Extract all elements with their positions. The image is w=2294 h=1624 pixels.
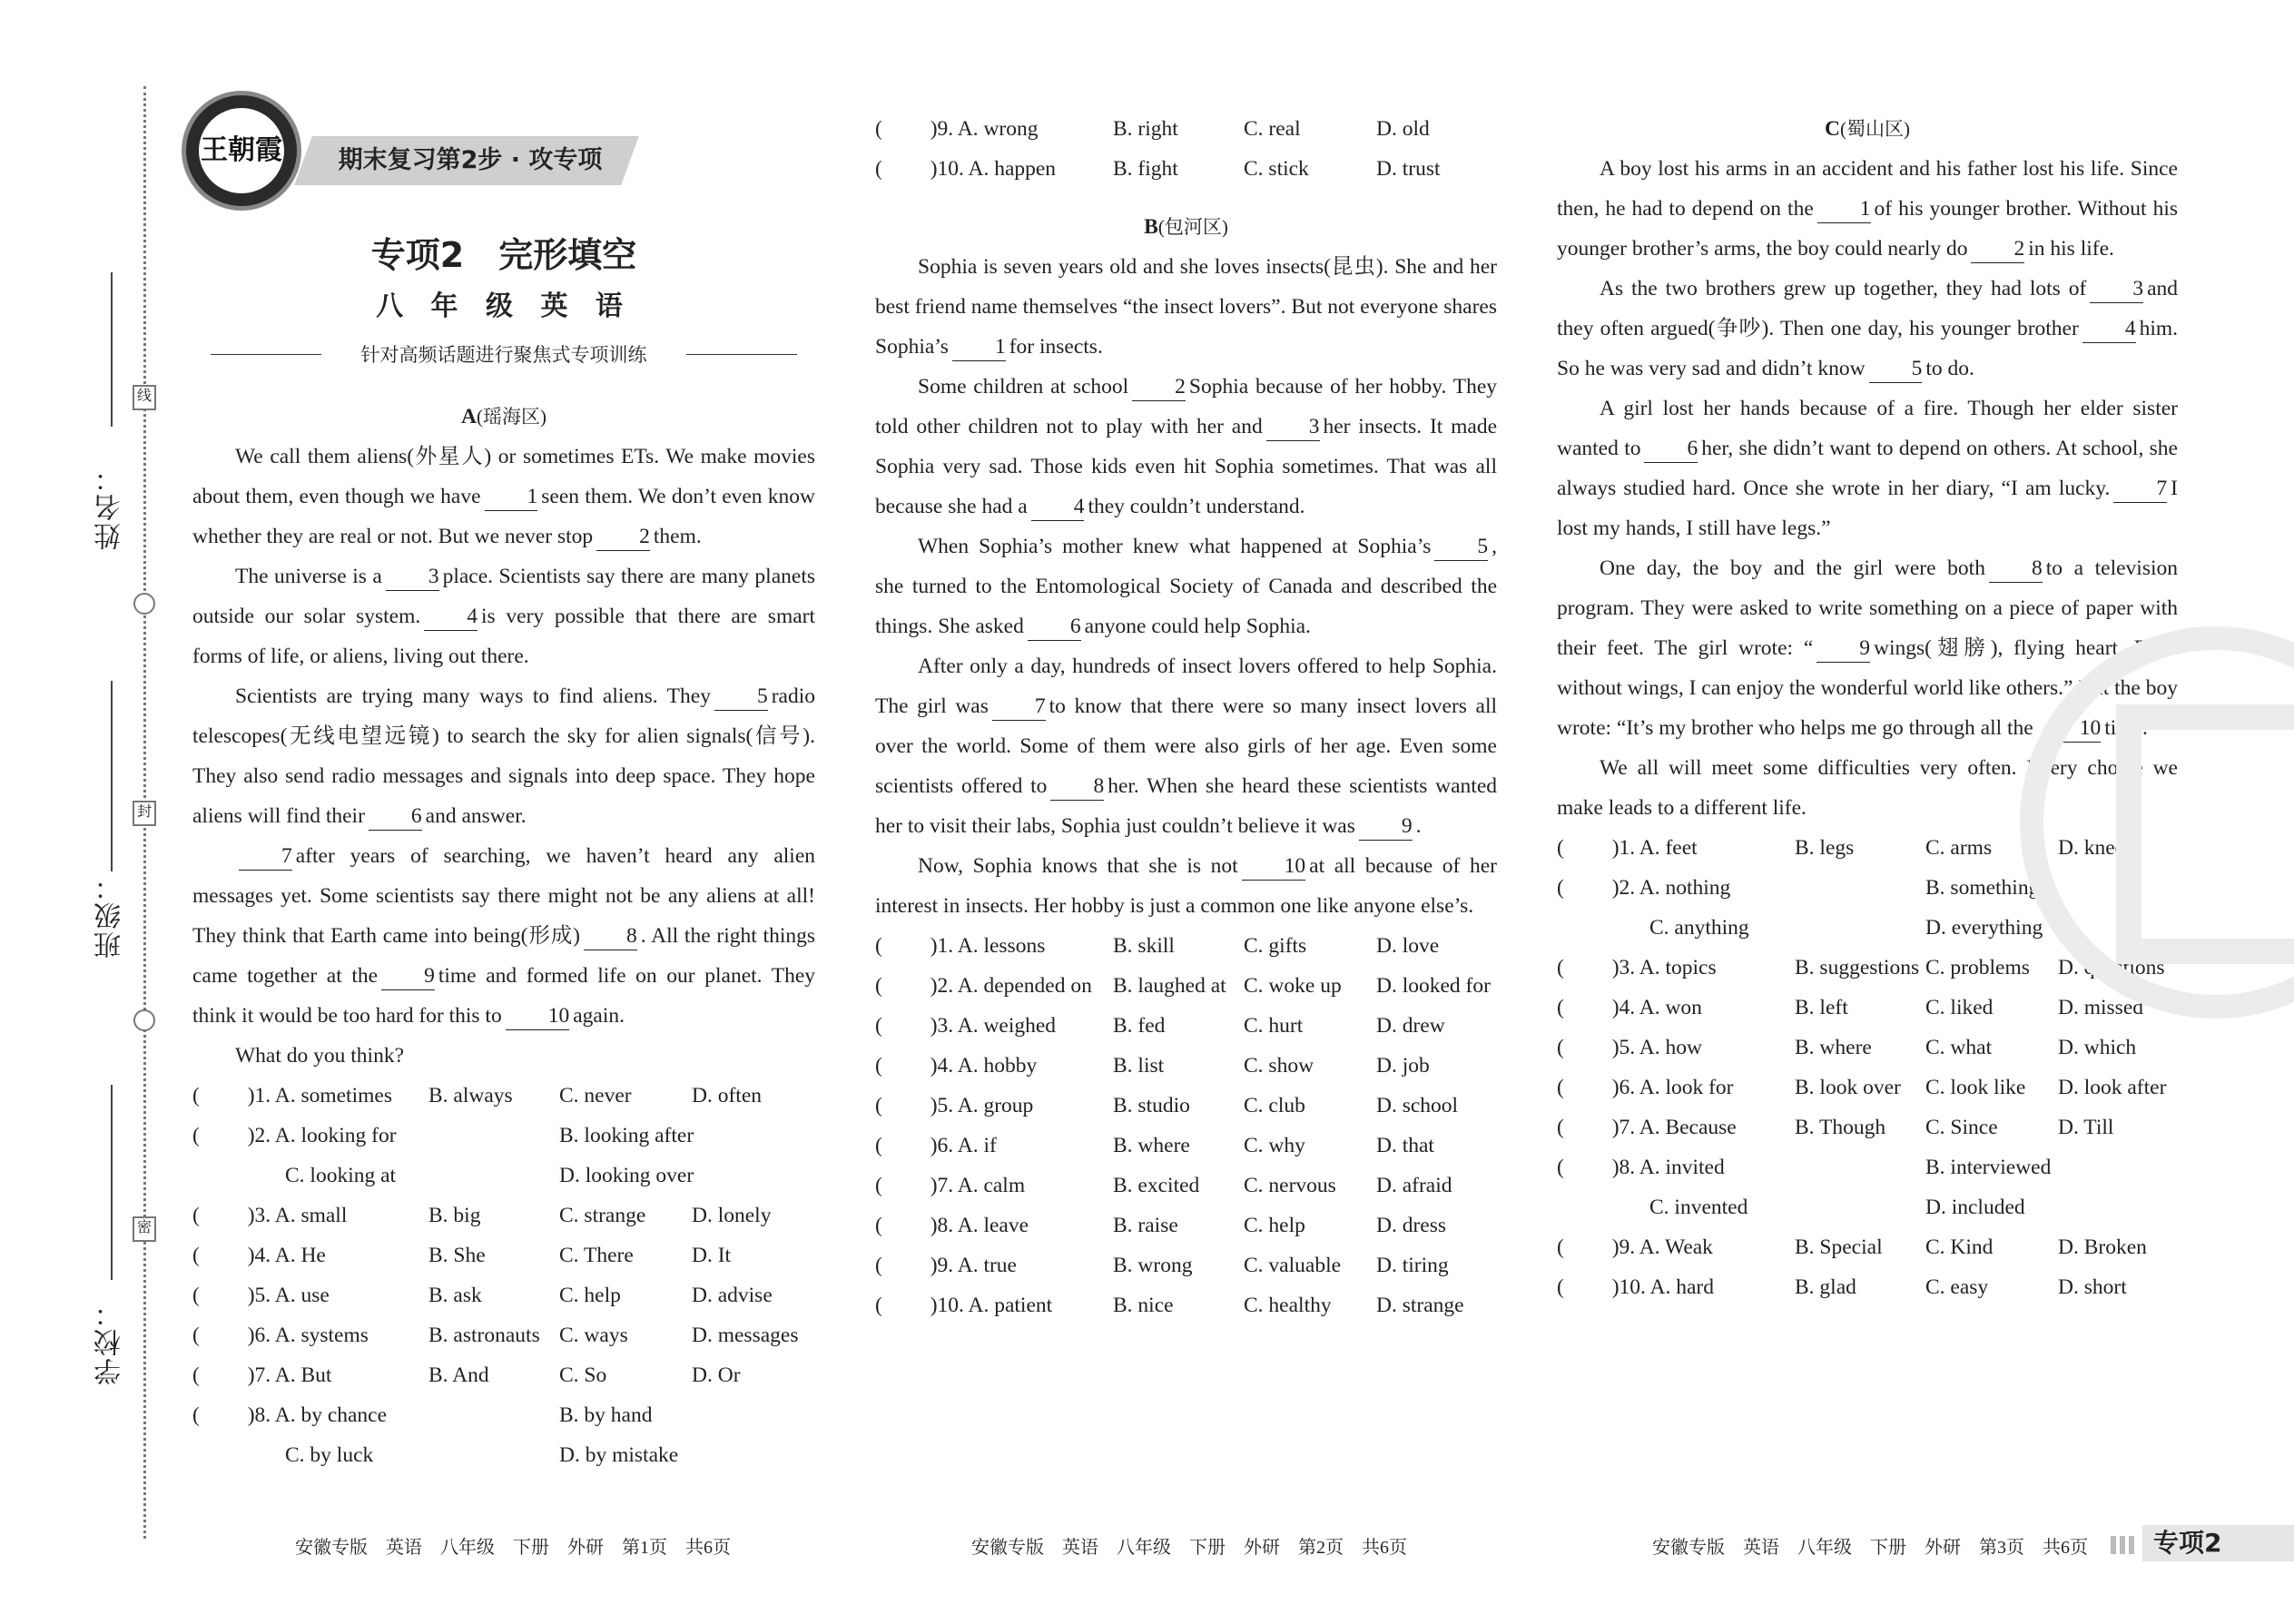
answer-option[interactable]: B. by hand: [559, 1403, 653, 1427]
passage-text: Now, Sophia knows that she is not: [918, 854, 1238, 878]
choice-question: [1557, 1107, 2178, 1147]
choice-question: [875, 1166, 1497, 1206]
cloze-blank[interactable]: 3: [386, 563, 439, 591]
question-number-option-a[interactable]: ( )3. A. topics: [1557, 956, 1717, 979]
passage-text: I lost my hands, I still have legs.”: [1557, 477, 2178, 540]
answer-option[interactable]: B. where: [1113, 1134, 1190, 1157]
answer-option[interactable]: C. healthy: [1244, 1294, 1332, 1317]
page-subtitle: 八 年 级 英 语: [376, 290, 632, 322]
passage-text: A girl lost her hands because of a fire. Though her elder sister wanted to: [1557, 397, 2178, 460]
cloze-blank[interactable]: 10: [506, 1002, 570, 1030]
answer-option[interactable]: C. liked: [1925, 996, 1994, 1019]
answer-option[interactable]: B. raise: [1113, 1214, 1178, 1237]
choice-question: [1557, 1028, 2178, 1068]
answer-option[interactable]: D. missed: [2058, 996, 2143, 1019]
answer-option[interactable]: D. love: [1376, 934, 1440, 958]
cloze-blank[interactable]: 5: [1434, 533, 1488, 561]
section-heading: B(包河区): [1144, 215, 1228, 239]
answer-option[interactable]: B. laughed at: [1113, 974, 1226, 998]
passage-text: at all because of her interest in insects. Her hobby is just a common one like anyone else’s.: [875, 854, 1497, 918]
answer-option[interactable]: D. tiring: [1376, 1254, 1449, 1277]
choice-question: [1557, 988, 2178, 1028]
question-number-option-a[interactable]: ( )4. A. He: [192, 1244, 326, 1267]
answer-option[interactable]: C. look like: [1925, 1076, 2026, 1099]
cloze-blank[interactable]: 7: [992, 693, 1046, 721]
answer-option[interactable]: B. list: [1113, 1054, 1165, 1078]
class-line: [111, 681, 113, 871]
answer-option[interactable]: C. So: [559, 1363, 607, 1387]
answer-option[interactable]: C. looking at: [285, 1164, 397, 1187]
passage-text: One day, the boy and the girl were both: [1600, 556, 1985, 580]
choice-question: [192, 1315, 815, 1355]
question-number-option-a[interactable]: ( )9. A. wrong: [875, 117, 1039, 141]
passage-paragraph: [1557, 389, 2178, 548]
cloze-blank[interactable]: 1: [952, 333, 1006, 361]
footer-page-3: 安徽专版 英语 八年级 下册 外研 第3页 共6页: [1652, 1538, 2088, 1558]
passage-paragraph: [192, 1036, 815, 1076]
cloze-blank[interactable]: 9: [1359, 812, 1413, 841]
passage-paragraph: [1557, 269, 2178, 389]
passage-text: of his younger brother. Without his younger brother’s arms, the boy could nearly do: [1557, 197, 2179, 261]
answer-option[interactable]: C. problems: [1925, 956, 2030, 979]
passage-text: After only a day, hundreds of insect lovers offered to help Sophia. The girl was: [875, 655, 1497, 718]
answer-option[interactable]: D. advise: [692, 1284, 773, 1307]
cloze-blank[interactable]: 4: [424, 603, 478, 631]
answer-option[interactable]: C. valuable: [1244, 1254, 1342, 1277]
answer-option[interactable]: D. by mistake: [559, 1443, 679, 1467]
choice-question: [1557, 1068, 2178, 1107]
answer-option[interactable]: B. skill: [1113, 934, 1175, 958]
answer-option[interactable]: C. nervous: [1244, 1174, 1336, 1197]
passage-text: him. So he was very sad and didn’t know: [1557, 317, 2178, 380]
answer-option[interactable]: C. Kind: [1925, 1235, 1994, 1259]
question-number-option-a[interactable]: ( )2. A. depended on: [875, 974, 1092, 998]
answer-option[interactable]: D. often: [692, 1084, 763, 1107]
answer-option[interactable]: B. fed: [1113, 1014, 1166, 1038]
answer-option[interactable]: D. school: [1376, 1094, 1459, 1117]
answer-option[interactable]: C. hurt: [1244, 1014, 1304, 1038]
answer-option[interactable]: B. always: [428, 1084, 513, 1107]
answer-option[interactable]: C. invented: [1649, 1196, 1748, 1219]
section-tag: 专项2: [2142, 1525, 2294, 1561]
cloze-blank[interactable]: 2: [1132, 373, 1186, 401]
seal-box-seal: 封: [133, 801, 156, 826]
binding-margin: [0, 0, 182, 1624]
answer-option[interactable]: D. Till: [2058, 1116, 2114, 1139]
choice-question: [192, 1355, 815, 1395]
choice-question: [1557, 1227, 2178, 1267]
cloze-blank[interactable]: 2: [1971, 235, 2024, 263]
cloze-blank[interactable]: 8: [1989, 555, 2043, 583]
column-a: [192, 397, 815, 1475]
answer-option[interactable]: B. big: [428, 1204, 481, 1227]
seal-circle: [133, 1009, 155, 1031]
choice-question: [192, 1156, 815, 1196]
question-number-option-a[interactable]: ( )8. A. invited: [1557, 1156, 1725, 1179]
passage-paragraph: [192, 676, 815, 836]
answer-option[interactable]: B. look over: [1795, 1076, 1901, 1099]
cloze-blank[interactable]: 3: [1266, 413, 1320, 441]
choice-question: [875, 1285, 1497, 1325]
tagline: 针对高频话题进行聚焦式专项训练: [192, 340, 815, 368]
cloze-blank[interactable]: 6: [1644, 435, 1698, 463]
answer-option[interactable]: D. lonely: [692, 1204, 772, 1227]
answer-option[interactable]: B. legs: [1795, 836, 1855, 860]
answer-option[interactable]: C. help: [559, 1284, 621, 1307]
passage-text: again.: [573, 1004, 625, 1028]
question-number-option-a[interactable]: ( )10. A. happen: [875, 157, 1057, 181]
page-header: [182, 91, 635, 191]
answer-option[interactable]: D. dress: [1376, 1214, 1447, 1237]
passage-text: to do.: [1925, 357, 1974, 380]
name-line: [111, 272, 113, 427]
passage-text: them.: [653, 525, 702, 548]
answer-option[interactable]: C. club: [1244, 1094, 1305, 1117]
passage-text: to a television program. They were asked to write something on a piece of paper with their feet. The girl wrote: “: [1557, 556, 2178, 660]
answer-option[interactable]: C. never: [559, 1084, 632, 1107]
passage-text: What do you think?: [235, 1044, 405, 1068]
question-number-option-a[interactable]: ( )6. A. look for: [1557, 1076, 1734, 1099]
answer-option[interactable]: C. anything: [1649, 916, 1749, 940]
passage-text: to know that there were so many insect lovers all over the world. Some of them were also girls of her age. Even some scientists offered to: [875, 694, 1498, 798]
question-number-option-a[interactable]: ( )8. A. by chance: [192, 1403, 388, 1427]
question-number-option-a[interactable]: ( )2. A. nothing: [1557, 876, 1731, 900]
name-label: 姓名：: [95, 463, 125, 550]
passage-text: they couldn’t understand.: [1088, 495, 1305, 518]
cloze-blank[interactable]: 6: [1028, 613, 1081, 641]
answer-option[interactable]: B. Though: [1795, 1116, 1886, 1139]
choice-question: [875, 1245, 1497, 1285]
answer-option[interactable]: B. where: [1795, 1036, 1872, 1059]
answer-option[interactable]: D. afraid: [1376, 1174, 1452, 1197]
choice-question: [875, 1046, 1497, 1086]
cloze-blank[interactable]: 9: [1816, 635, 1870, 663]
passage-text: When Sophia’s mother knew what happened at Sophia’s: [918, 535, 1432, 558]
choice-question: [192, 1235, 815, 1275]
answer-option[interactable]: D. included: [1925, 1196, 2025, 1219]
answer-option[interactable]: D. questions: [2058, 956, 2165, 979]
answer-option[interactable]: D. old: [1376, 117, 1430, 141]
passage-text: time.”: [2104, 716, 2158, 740]
answer-option[interactable]: B. And: [428, 1363, 489, 1387]
passage-paragraph: [192, 437, 815, 556]
answer-option[interactable]: C. show: [1244, 1054, 1314, 1078]
answer-option[interactable]: C. arms: [1925, 836, 1993, 860]
school-line: [111, 1085, 113, 1280]
answer-option[interactable]: D. Broken: [2058, 1235, 2147, 1259]
answer-option[interactable]: D. look after: [2058, 1076, 2167, 1099]
answer-option[interactable]: B. right: [1113, 117, 1178, 141]
answer-option[interactable]: D. looking over: [559, 1164, 694, 1187]
brand-logo: 王朝霞: [182, 91, 301, 211]
tag-dots: [2111, 1536, 2136, 1554]
answer-option[interactable]: C. help: [1244, 1214, 1305, 1237]
answer-option[interactable]: B. astronauts: [428, 1324, 540, 1347]
passage-text: Some children at school: [918, 375, 1129, 399]
answer-option[interactable]: D. messages: [692, 1324, 799, 1347]
answer-option[interactable]: C. gifts: [1244, 934, 1307, 958]
answer-option[interactable]: D. short: [2058, 1275, 2127, 1299]
answer-option[interactable]: B. left: [1795, 996, 1848, 1019]
choice-question: [192, 1196, 815, 1235]
answer-option[interactable]: C. woke up: [1244, 974, 1342, 998]
passage-text: Sophia because of her hobby. They told other children not to play with her and: [875, 375, 1497, 438]
choice-question: [192, 1116, 815, 1156]
answer-option[interactable]: C. Since: [1925, 1116, 1998, 1139]
passage-paragraph: [875, 247, 1497, 367]
answer-option[interactable]: B. She: [428, 1244, 486, 1267]
cloze-blank[interactable]: 8: [584, 922, 637, 950]
cloze-blank[interactable]: 10: [1242, 852, 1306, 881]
section-heading: C(蜀山区): [1825, 117, 1910, 141]
school-label: 学校：: [95, 1298, 125, 1385]
answer-option[interactable]: B. suggestions: [1795, 956, 1920, 979]
passage-text: Sophia is seven years old and she loves insects(昆虫). She and her best friend name themselves “the insect lovers”. But not everyone shares Sophia’s: [875, 255, 1497, 359]
choice-question: [875, 966, 1497, 1006]
question-number-option-a[interactable]: ( )9. A. Weak: [1557, 1235, 1713, 1259]
question-number-option-a[interactable]: ( )3. A. weighed: [875, 1014, 1057, 1038]
question-number-option-a[interactable]: ( )10. A. patient: [875, 1294, 1053, 1317]
passage-text: her. When she heard these scientists wanted her to visit their labs, Sophia just couldn’t believe it was: [875, 774, 1498, 838]
passage-text: The universe is a: [235, 565, 382, 588]
answer-option[interactable]: B. excited: [1113, 1174, 1200, 1197]
passage-text: . All the right things came together at the: [192, 924, 815, 988]
question-number-option-a[interactable]: ( )1. A. lessons: [875, 934, 1046, 958]
banner-text: 期末复习第2步 · 攻专项: [338, 146, 603, 174]
cloze-blank[interactable]: 1: [1817, 195, 1871, 223]
passage-text: her, she didn’t want to depend on others. At school, she always studied hard. Once she wrote in her diary, “I am lucky.: [1557, 437, 2178, 500]
answer-option[interactable]: B. fight: [1113, 157, 1178, 181]
passage-paragraph: [875, 527, 1497, 646]
choice-question: [1557, 1187, 2178, 1227]
answer-option[interactable]: C. stick: [1244, 157, 1309, 181]
passage-text: radio telescopes(无线电望远镜) to search the sky for alien signals(信号). They also send radio messages and signals into deep space. They hope aliens will find their: [192, 684, 815, 828]
answer-option[interactable]: D. It: [692, 1244, 732, 1267]
cloze-blank[interactable]: 9: [381, 962, 435, 990]
answer-option[interactable]: B. nice: [1113, 1294, 1174, 1317]
question-number-option-a[interactable]: ( )4. A. hobby: [875, 1054, 1038, 1078]
answer-option[interactable]: B. Special: [1795, 1235, 1883, 1259]
passage-text: A boy lost his arms in an accident and his father lost his life. Since then, he had to depend on the: [1557, 157, 2178, 221]
choice-question: [1557, 1147, 2178, 1187]
answer-option[interactable]: B. glad: [1795, 1275, 1856, 1299]
page-title: 专项2 完形填空: [370, 235, 637, 275]
question-number-option-a[interactable]: ( )4. A. won: [1557, 996, 1702, 1019]
answer-option[interactable]: D. trust: [1376, 157, 1441, 181]
passage-text: time and formed life on our planet. They think it would be too hard for this to: [192, 964, 816, 1028]
question-number-option-a[interactable]: ( )1. A. feet: [1557, 836, 1698, 860]
passage-text: seen them. We don’t even know whether they are real or not. But we never stop: [192, 485, 815, 548]
question-number-option-a[interactable]: ( )7. A. But: [192, 1363, 332, 1387]
passage-text: As the two brothers grew up together, they had lots of: [1600, 277, 2087, 300]
cloze-blank[interactable]: 4: [1031, 493, 1085, 521]
passage-text: her insects. It made Sophia very sad. Those kids even hit Sophia sometimes. That was all because she had a: [875, 415, 1497, 518]
question-number-option-a[interactable]: ( )6. A. systems: [192, 1324, 369, 1347]
answer-option[interactable]: C. strange: [559, 1204, 646, 1227]
choice-question: [875, 149, 1497, 189]
question-number-option-a[interactable]: ( )5. A. how: [1557, 1036, 1702, 1059]
question-number-option-a[interactable]: ( )2. A. looking for: [192, 1124, 397, 1147]
passage-text: We call them aliens(外星人) or sometimes ETs. We make movies about them, even though we have: [192, 445, 815, 508]
section-heading: A(瑶海区): [461, 405, 546, 428]
question-number-option-a[interactable]: ( )3. A. small: [192, 1204, 348, 1227]
passage-text: , she turned to the Entomological Society of Canada and described the things. She asked: [875, 535, 1497, 638]
passage-paragraph: [875, 367, 1497, 527]
question-number-option-a[interactable]: ( )7. A. Because: [1557, 1116, 1737, 1139]
choice-question: [875, 1006, 1497, 1046]
answer-option[interactable]: B. wrong: [1113, 1254, 1193, 1277]
answer-option[interactable]: C. what: [1925, 1036, 1993, 1059]
seal-circle: [133, 593, 155, 615]
passage-text: after years of searching, we haven’t heard any alien messages yet. Some scientists say there might not be any aliens at all! They think that Earth came into being(形成): [192, 844, 815, 948]
choice-question: [875, 109, 1497, 149]
answer-option[interactable]: C. by luck: [285, 1443, 374, 1467]
choice-question: [192, 1076, 815, 1116]
question-number-option-a[interactable]: ( )9. A. true: [875, 1254, 1017, 1277]
choice-question: [875, 1126, 1497, 1166]
question-number-option-a[interactable]: ( )5. A. use: [192, 1284, 330, 1307]
answer-option[interactable]: C. There: [559, 1244, 634, 1267]
passage-text: in his life.: [2028, 237, 2114, 261]
answer-option[interactable]: D. looked for: [1376, 974, 1491, 998]
class-label: 班级：: [95, 871, 125, 959]
cloze-blank[interactable]: 1: [485, 483, 538, 511]
question-number-option-a[interactable]: ( )6. A. if: [875, 1134, 997, 1157]
choice-question: [875, 1206, 1497, 1245]
choice-question: [875, 1086, 1497, 1126]
answer-option[interactable]: D. everything: [1925, 916, 2043, 940]
footer-page-1: 安徽专版 英语 八年级 下册 外研 第1页 共6页: [295, 1538, 731, 1558]
question-number-option-a[interactable]: ( )1. A. sometimes: [192, 1084, 392, 1107]
question-number-option-a[interactable]: ( )8. A. leave: [875, 1214, 1029, 1237]
column-b: [875, 109, 1497, 1325]
answer-option[interactable]: D. Or: [692, 1363, 741, 1387]
question-number-option-a[interactable]: ( )7. A. calm: [875, 1174, 1026, 1197]
passage-text: place. Scientists say there are many planets outside our solar system.: [192, 565, 815, 628]
answer-option[interactable]: B. looking after: [559, 1124, 694, 1147]
answer-option[interactable]: D. which: [2058, 1036, 2137, 1059]
passage-text: Scientists are trying many ways to find aliens. They: [235, 684, 711, 708]
answer-option[interactable]: D. knees: [2058, 836, 2133, 860]
answer-option[interactable]: C. easy: [1925, 1275, 1989, 1299]
cloze-blank[interactable]: 5: [1869, 355, 1923, 383]
answer-option[interactable]: D. drew: [1376, 1014, 1445, 1038]
answer-option[interactable]: D. strange: [1376, 1294, 1464, 1317]
seal-box-secret: 密: [133, 1216, 156, 1242]
passage-text: .: [1415, 814, 1422, 838]
answer-option[interactable]: B. interviewed: [1925, 1156, 2052, 1179]
cloze-blank[interactable]: 10: [2037, 714, 2102, 743]
cloze-blank[interactable]: 8: [1050, 773, 1104, 801]
answer-option[interactable]: D. that: [1376, 1134, 1434, 1157]
cloze-blank[interactable]: 7: [239, 842, 292, 871]
passage-paragraph: [192, 556, 815, 676]
cloze-blank[interactable]: 5: [714, 683, 768, 711]
choice-question: [192, 1395, 815, 1435]
choice-question: [1557, 1267, 2178, 1307]
passage-text: and they often argued(争吵). Then one day, his younger brother: [1557, 277, 2178, 340]
passage-text: We all will meet some difficulties very often. Every choice we make leads to a different life.: [1557, 756, 2178, 820]
passage-text: anyone could help Sophia.: [1084, 615, 1311, 638]
passage-text: for insects.: [1009, 335, 1103, 359]
passage-paragraph: [875, 646, 1497, 846]
seal-box-line: 线: [133, 385, 156, 410]
answer-option[interactable]: B. ask: [428, 1284, 482, 1307]
footer-page-2: 安徽专版 英语 八年级 下册 外研 第2页 共6页: [971, 1538, 1407, 1558]
passage-text: wings(翅膀), flying heart. Even without wings, I can enjoy the wonderful world like others.” But the boy wrote: “It’s my brother who helps me go through all the: [1557, 636, 2178, 740]
cloze-blank[interactable]: 6: [369, 802, 422, 831]
passage-paragraph: [1557, 149, 2178, 269]
cloze-blank[interactable]: 7: [2113, 475, 2167, 503]
answer-option[interactable]: B. studio: [1113, 1094, 1190, 1117]
choice-question: [192, 1275, 815, 1315]
question-number-option-a[interactable]: ( )5. A. group: [875, 1094, 1034, 1117]
question-number-option-a[interactable]: ( )10. A. hard: [1557, 1275, 1714, 1299]
passage-paragraph: [192, 836, 815, 1036]
cloze-blank[interactable]: 3: [2090, 275, 2143, 303]
answer-option[interactable]: C. real: [1244, 117, 1301, 141]
passage-text: is very possible that there are smart forms of life, or aliens, living out there.: [192, 605, 816, 668]
passage-text: and answer.: [425, 804, 527, 828]
answer-option[interactable]: B. something: [1925, 876, 2040, 900]
answer-option[interactable]: C. why: [1244, 1134, 1305, 1157]
choice-question: [875, 926, 1497, 966]
passage-paragraph: [875, 846, 1497, 926]
answer-option[interactable]: D. job: [1376, 1054, 1430, 1078]
cloze-blank[interactable]: 2: [596, 523, 650, 551]
answer-option[interactable]: C. ways: [559, 1324, 628, 1347]
cloze-blank[interactable]: 4: [2082, 315, 2136, 343]
choice-question: [192, 1435, 815, 1475]
